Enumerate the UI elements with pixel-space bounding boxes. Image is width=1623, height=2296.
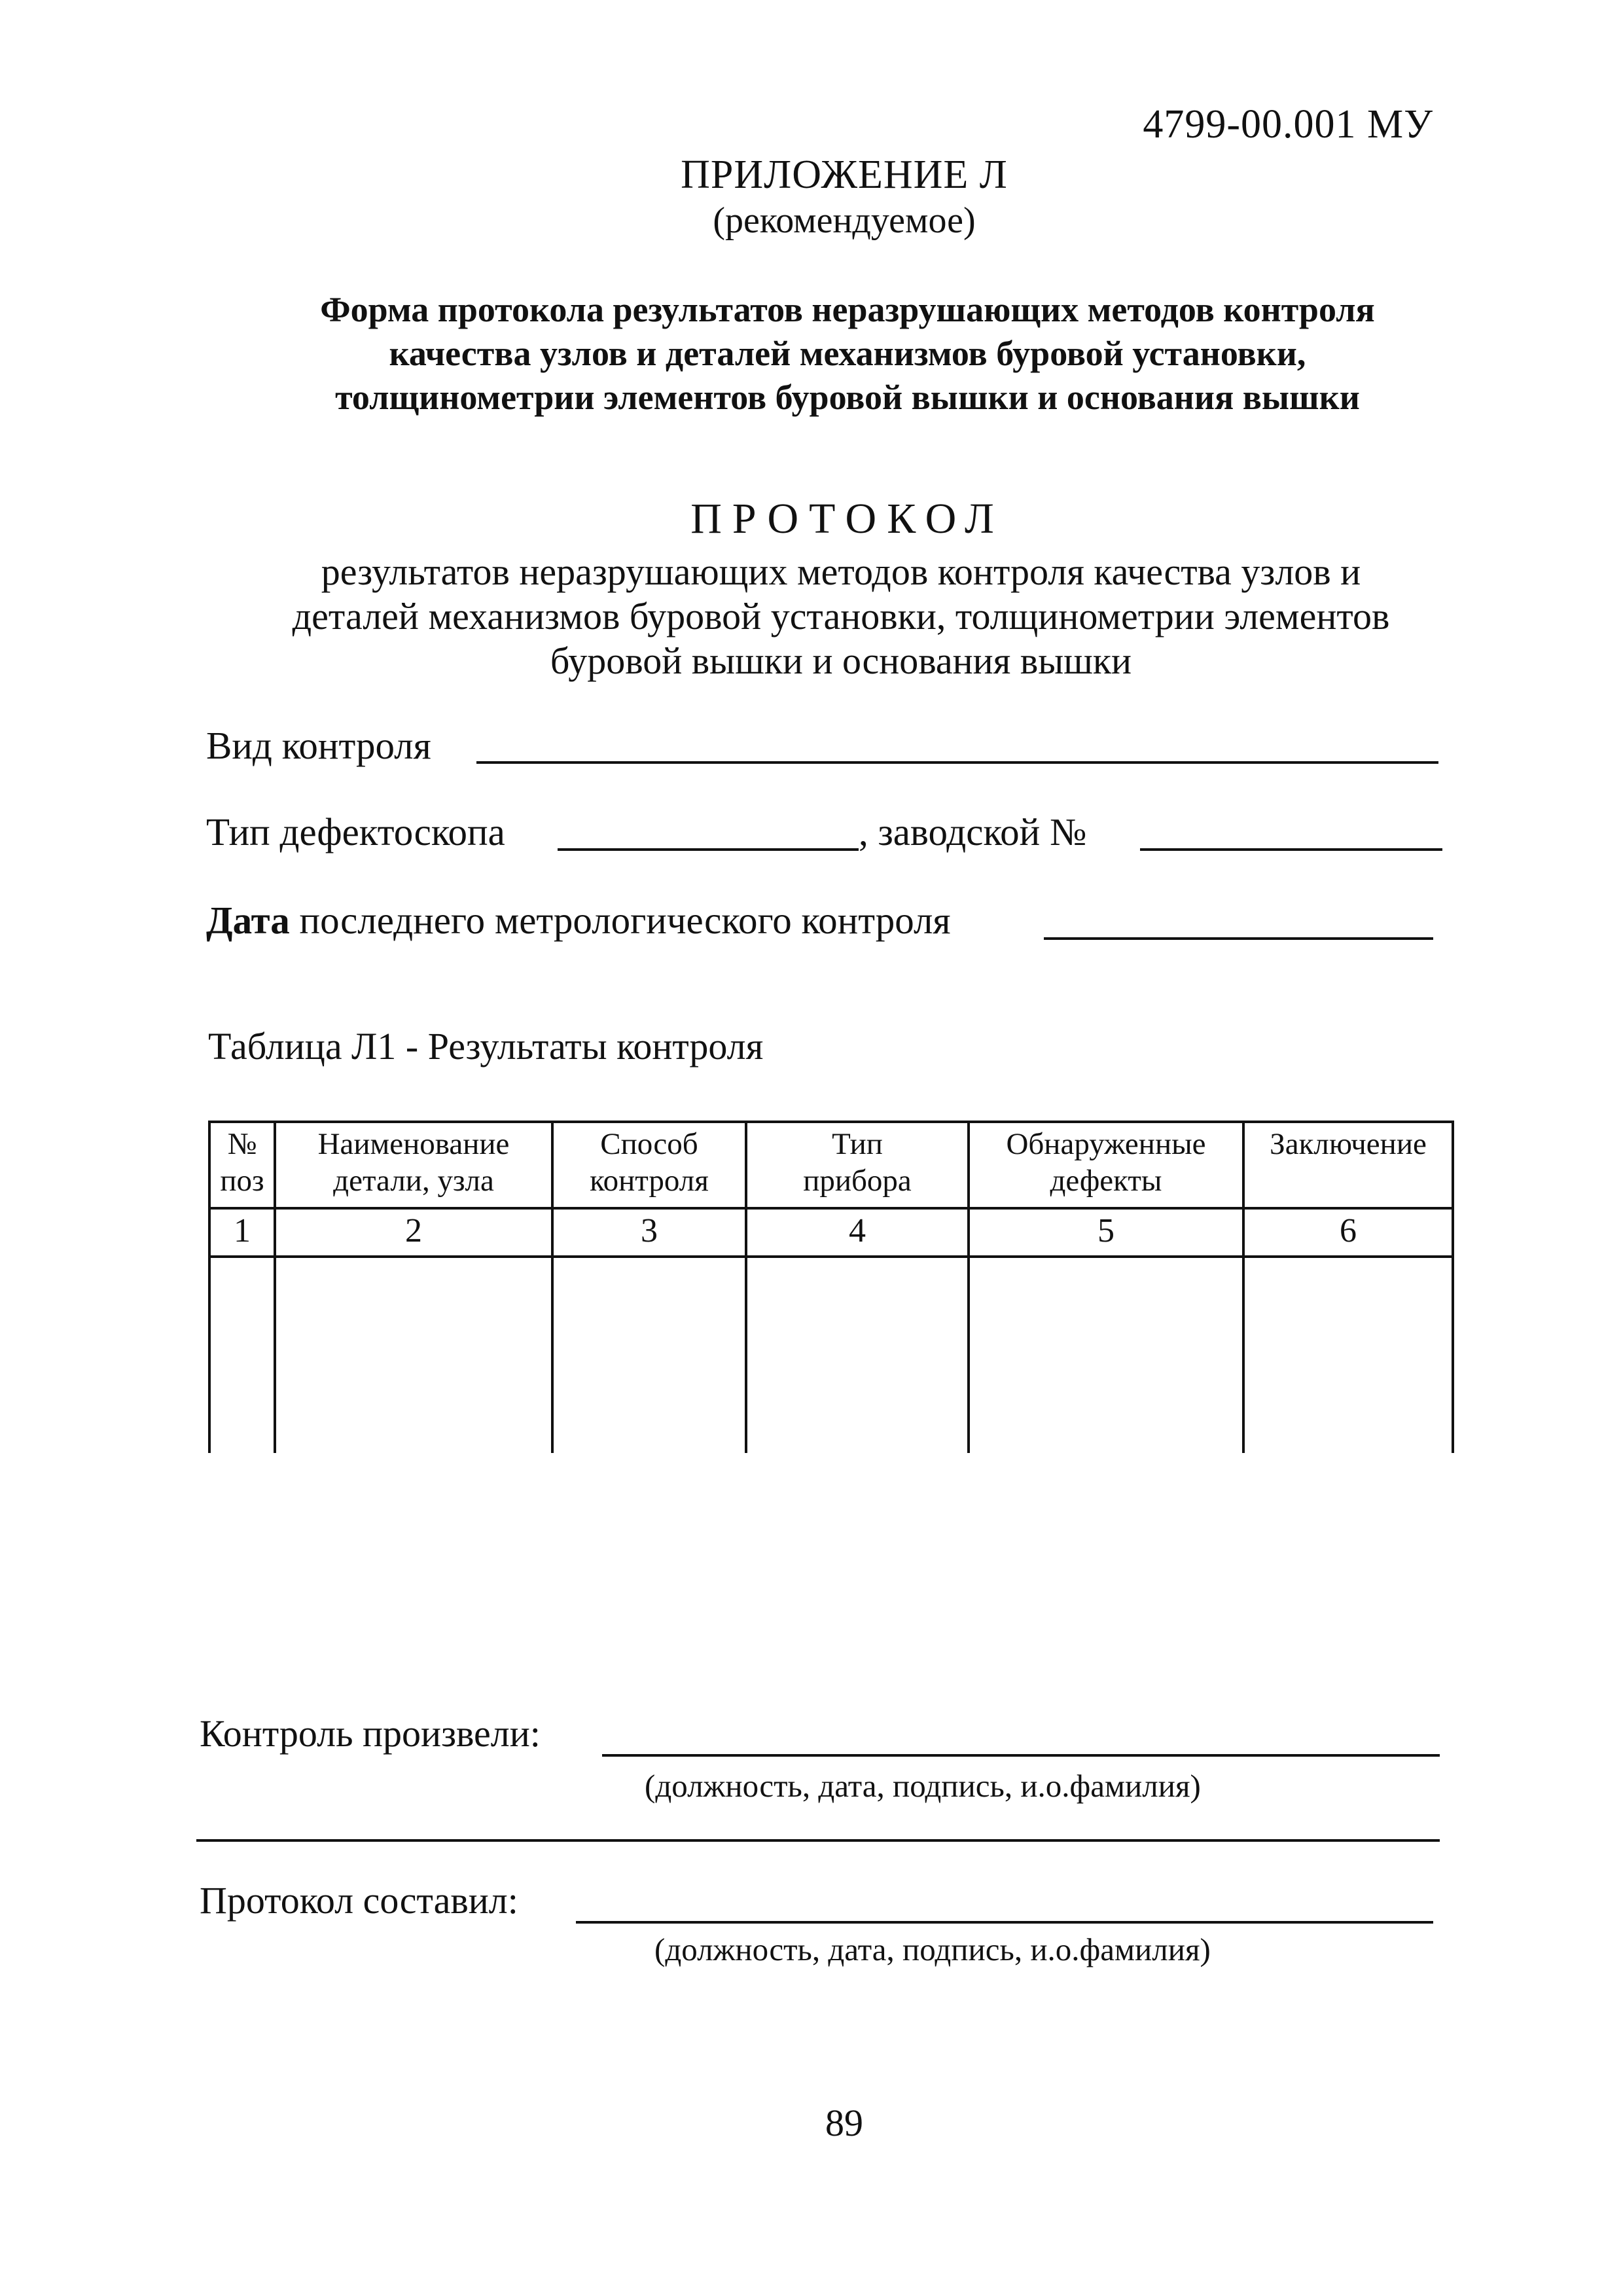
detector-type-label: Тип дефектоскопа xyxy=(206,810,505,853)
date-label-rest: последнего метрологического контроля xyxy=(289,899,951,942)
serial-number-label: , заводской № xyxy=(859,810,1087,853)
form-title-line: Форма протокола результатов неразрушающих методов контроля xyxy=(320,290,1375,329)
column-number: 1 xyxy=(209,1208,275,1257)
appendix-title: ПРИЛОЖЕНИЕ Л xyxy=(681,152,1008,197)
column-header-conclusion: Заключение xyxy=(1243,1122,1453,1208)
controlled-by-caption: (должность, дата, подпись, и.о.фамилия) xyxy=(645,1768,1201,1804)
protocol-heading: ПРОТОКОЛ xyxy=(690,495,1005,543)
page-number: 89 xyxy=(825,2102,863,2144)
protocol-subtitle-line: буровой вышки и основания вышки xyxy=(550,639,1132,682)
controlled-by-signature-line[interactable] xyxy=(602,1754,1440,1757)
control-type-field xyxy=(206,723,431,776)
column-number-row xyxy=(209,1208,1453,1257)
column-header-defects: Обнаруженные дефекты xyxy=(969,1122,1243,1208)
document-code: 4799-00.001 МУ xyxy=(1143,102,1433,147)
table-caption: Таблица Л1 - Результаты контроля xyxy=(208,1025,764,1067)
results-table xyxy=(208,1121,1454,1453)
detector-type-field xyxy=(206,810,505,862)
column-header-control-method: Способ контроля xyxy=(552,1122,746,1208)
protocol-subtitle-line: деталей механизмов буровой установки, толщинометрии элементов xyxy=(292,595,1390,637)
column-number: 5 xyxy=(969,1208,1243,1257)
compiled-by-signature-line[interactable] xyxy=(576,1921,1433,1924)
form-title-line: толщинометрии элементов буровой вышки и основания вышки xyxy=(335,378,1360,417)
calibration-date-input-line[interactable] xyxy=(1044,937,1433,940)
column-header-position: № поз xyxy=(209,1122,275,1208)
serial-number-field xyxy=(859,810,1086,862)
calibration-date-field xyxy=(206,898,951,950)
protocol-subtitle-line: результатов неразрушающих методов контроля качества узлов и xyxy=(321,550,1361,593)
column-number: 2 xyxy=(275,1208,552,1257)
control-type-label: Вид контроля xyxy=(206,724,431,767)
column-number: 4 xyxy=(746,1208,969,1257)
appendix-status: (рекомендуемое) xyxy=(713,200,976,241)
form-title xyxy=(249,288,1446,420)
table-cell[interactable] xyxy=(209,1257,275,1453)
table-row xyxy=(209,1257,1453,1453)
column-number: 6 xyxy=(1243,1208,1453,1257)
date-label-bold: Дата xyxy=(206,899,290,942)
table-cell[interactable] xyxy=(746,1257,969,1453)
protocol-subtitle xyxy=(209,550,1472,683)
compiled-by-label: Протокол составил: xyxy=(200,1879,518,1922)
controlled-by-label: Контроль произвели: xyxy=(200,1712,541,1755)
table-cell[interactable] xyxy=(275,1257,552,1453)
serial-number-input-line[interactable] xyxy=(1140,848,1442,851)
column-header-device-type: Тип прибора xyxy=(746,1122,969,1208)
table-cell[interactable] xyxy=(969,1257,1243,1453)
detector-type-input-line[interactable] xyxy=(558,848,859,851)
table-header-row xyxy=(209,1122,1453,1208)
column-number: 3 xyxy=(552,1208,746,1257)
table-cell[interactable] xyxy=(1243,1257,1453,1453)
column-header-part-name: Наименование детали, узла xyxy=(275,1122,552,1208)
control-type-input-line[interactable] xyxy=(476,761,1438,764)
compiled-by-caption: (должность, дата, подпись, и.о.фамилия) xyxy=(654,1931,1211,1967)
additional-signature-line[interactable] xyxy=(196,1839,1440,1842)
table-cell[interactable] xyxy=(552,1257,746,1453)
form-title-line: качества узлов и деталей механизмов буровой установки, xyxy=(389,334,1306,373)
